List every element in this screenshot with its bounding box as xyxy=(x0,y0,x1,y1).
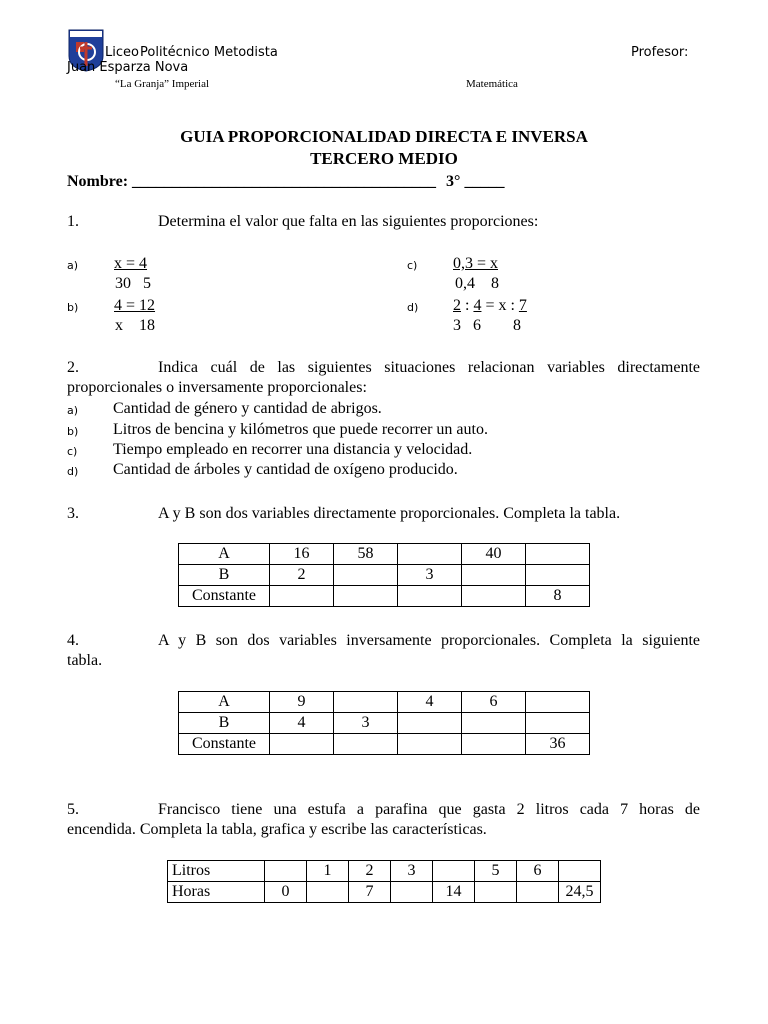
q1-d-denominator: 3 6 8 xyxy=(453,317,521,334)
table-row xyxy=(168,861,601,882)
school-name: Politécnico Metodista xyxy=(140,45,278,60)
profesor-label: Profesor: xyxy=(631,45,689,60)
q4-number: 4. xyxy=(67,632,79,649)
q2-text-line2: proporcionales o inversamente proporcionales: xyxy=(67,379,367,396)
table-cell: Litros xyxy=(168,861,265,882)
page-subtitle: TERCERO MEDIO xyxy=(310,149,458,168)
table-cell: Constante xyxy=(179,586,270,607)
table-cell[interactable] xyxy=(270,586,334,607)
table-row xyxy=(179,734,590,755)
table-row xyxy=(179,692,590,713)
q2-a-text: Cantidad de género y cantidad de abrigos. xyxy=(113,400,382,417)
table-cell: 9 xyxy=(270,692,334,713)
table-cell: 0 xyxy=(265,882,307,903)
table-cell: 2 xyxy=(349,861,391,882)
table-cell[interactable] xyxy=(559,861,601,882)
table-cell[interactable] xyxy=(265,861,307,882)
q5-number: 5. xyxy=(67,801,79,818)
q1-text: Determina el valor que falta en las siguientes proporciones: xyxy=(158,213,539,230)
student-name-line xyxy=(67,172,504,192)
school-location: “La Granja” Imperial xyxy=(115,78,210,90)
q2-number: 2. xyxy=(67,359,79,376)
name-label: Nombre: xyxy=(67,173,129,190)
q2-b-text: Litros de bencina y kilómetros que puede recorrer un auto. xyxy=(113,421,488,438)
q3-table xyxy=(178,543,590,607)
grade-blank[interactable]: _____ xyxy=(464,173,505,190)
table-cell[interactable] xyxy=(307,882,349,903)
q2-a-label: a) xyxy=(67,404,79,417)
q1-a-denominator: 30 5 xyxy=(115,275,151,292)
q2-text-line1: Indica cuál de las siguientes situaciones relacionan variables directamente xyxy=(158,359,700,376)
q1-c-denominator: 0,4 8 xyxy=(455,275,499,292)
table-cell[interactable] xyxy=(526,565,590,586)
q4-table xyxy=(178,691,590,755)
q4-text-line2: tabla. xyxy=(67,652,103,669)
page-title: GUIA PROPORCIONALIDAD DIRECTA E INVERSA xyxy=(180,127,588,146)
q1-c-label: c) xyxy=(407,259,418,272)
q1-number: 1. xyxy=(67,213,79,230)
table-cell: A xyxy=(179,692,270,713)
q1-d-label: d) xyxy=(407,301,419,314)
table-cell: 58 xyxy=(334,544,398,565)
table-cell[interactable] xyxy=(526,692,590,713)
q2-d-text: Cantidad de árboles y cantidad de oxígeno producido. xyxy=(113,461,458,478)
table-cell: Constante xyxy=(179,734,270,755)
grade-label: 3° xyxy=(446,173,461,190)
q2-b-label: b) xyxy=(67,425,79,438)
table-row xyxy=(168,882,601,903)
table-cell: A xyxy=(179,544,270,565)
table-cell[interactable] xyxy=(398,713,462,734)
table-cell: 2 xyxy=(270,565,334,586)
table-cell[interactable] xyxy=(517,882,559,903)
table-cell: 6 xyxy=(517,861,559,882)
table-cell: 8 xyxy=(526,586,590,607)
table-row xyxy=(179,586,590,607)
table-cell[interactable] xyxy=(334,734,398,755)
table-cell[interactable] xyxy=(334,692,398,713)
school-prefix: Liceo xyxy=(105,45,139,60)
table-cell[interactable] xyxy=(270,734,334,755)
table-cell: 24,5 xyxy=(559,882,601,903)
table-row xyxy=(179,565,590,586)
table-cell: B xyxy=(179,713,270,734)
table-row xyxy=(179,713,590,734)
table-cell: 16 xyxy=(270,544,334,565)
table-cell[interactable] xyxy=(526,544,590,565)
q5-table xyxy=(167,860,601,903)
table-row xyxy=(179,544,590,565)
q2-d-label: d) xyxy=(67,465,79,478)
table-cell: 40 xyxy=(462,544,526,565)
table-cell[interactable] xyxy=(398,734,462,755)
q1-b-label: b) xyxy=(67,301,79,314)
table-cell[interactable] xyxy=(475,882,517,903)
table-cell: B xyxy=(179,565,270,586)
q2-c-text: Tiempo empleado en recorrer una distancia y velocidad. xyxy=(113,441,473,458)
q1-d-numerator: 2 : 4 = x : 7 xyxy=(453,297,527,314)
table-cell[interactable] xyxy=(462,734,526,755)
table-cell: 5 xyxy=(475,861,517,882)
table-cell: 3 xyxy=(398,565,462,586)
table-cell[interactable] xyxy=(398,544,462,565)
table-cell[interactable] xyxy=(334,565,398,586)
table-cell: 36 xyxy=(526,734,590,755)
table-cell: 7 xyxy=(349,882,391,903)
table-cell[interactable] xyxy=(462,565,526,586)
table-cell[interactable] xyxy=(462,586,526,607)
table-cell: 1 xyxy=(307,861,349,882)
table-cell: Horas xyxy=(168,882,265,903)
table-cell[interactable] xyxy=(462,713,526,734)
q5-text-line2: encendida. Completa la tabla, grafica y escribe las características. xyxy=(67,821,487,838)
q1-b-numerator: 4 = 12 xyxy=(114,297,156,314)
q1-b-denominator: x 18 xyxy=(115,317,155,334)
table-cell: 14 xyxy=(433,882,475,903)
table-cell[interactable] xyxy=(526,713,590,734)
q3-text: A y B son dos variables directamente proporcionales. Completa la tabla. xyxy=(158,505,621,522)
teacher-name: Juan Esparza Nova xyxy=(67,60,189,75)
q1-a-label: a) xyxy=(67,259,79,272)
table-cell: 3 xyxy=(334,713,398,734)
table-cell[interactable] xyxy=(398,586,462,607)
q5-text-line1: Francisco tiene una estufa a parafina que gasta 2 litros cada 7 horas de xyxy=(158,801,700,818)
table-cell[interactable] xyxy=(433,861,475,882)
q1-c-numerator: 0,3 = x xyxy=(453,255,499,272)
q4-text-line1: A y B son dos variables inversamente proporcionales. Completa la siguiente xyxy=(158,632,700,649)
q2-c-label: c) xyxy=(67,445,78,458)
q3-number: 3. xyxy=(67,505,79,522)
subject: Matemática xyxy=(466,78,518,90)
table-cell: 6 xyxy=(462,692,526,713)
q1-a-numerator: x = 4 xyxy=(114,255,148,272)
table-cell[interactable] xyxy=(391,882,433,903)
table-cell[interactable] xyxy=(334,586,398,607)
name-blank[interactable]: ______________________________________ xyxy=(132,173,437,190)
table-cell: 4 xyxy=(270,713,334,734)
table-cell: 4 xyxy=(398,692,462,713)
table-cell: 3 xyxy=(391,861,433,882)
